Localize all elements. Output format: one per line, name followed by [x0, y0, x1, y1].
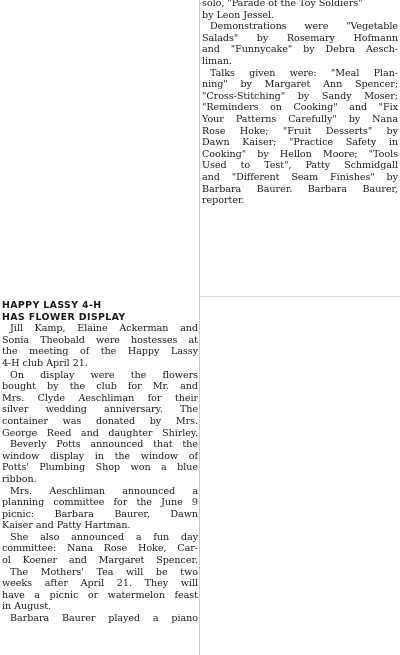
right-column-text-line: by Leon Jessel. — [202, 9, 275, 21]
left-column-text-line: Mrs. Aeschliman announced a — [10, 485, 198, 497]
right-column-article-continuation — [202, 0, 398, 207]
right-column-text-line: and "Funnycake" by Debra Aesch- — [202, 44, 398, 56]
left-column-text-line: George Reed and daughter Shirley. — [2, 427, 198, 439]
left-column-text-line: silver wedding anniversary. The — [2, 404, 198, 416]
right-column-text-line: and "Different Seam Finishes" by — [202, 171, 398, 183]
column-divider — [199, 0, 200, 655]
article-separator — [200, 296, 400, 297]
left-column-text-line: committee: Nana Rose Hoke, Car- — [2, 543, 198, 555]
left-column-text-line: 4-H club April 21. — [2, 357, 88, 369]
article-headline-line-1: HAPPY LASSY 4-H — [2, 300, 102, 311]
left-column-text-line: Jill Kamp, Elaine Ackerman and — [10, 323, 198, 335]
right-column-text-line: Rose Hoke; "Fruit Desserts" by — [202, 125, 398, 137]
right-column-text-line: liman. — [202, 55, 232, 67]
right-column-text-line: ning" by Margaret Ann Spencer; — [202, 79, 398, 91]
left-column-text-line: ribbon. — [2, 473, 37, 485]
right-column-text-line: Salads" by Rosemary Hofmann — [202, 32, 398, 44]
right-column-text-line: "Cross-Stitching" by Sandy Moser; — [202, 90, 398, 102]
right-column-text-line: Demonstrations were "Vegetable — [210, 21, 398, 33]
left-column-text-line: Sonia Theobald were hostesses at — [2, 334, 198, 346]
right-column-text-line: Barbara Baurer. Barbara Baurer, — [202, 183, 398, 195]
left-column-article — [2, 300, 198, 625]
right-column-text-line: reporter. — [202, 195, 245, 207]
right-column-text-line: "Reminders on Cooking" and "Fix — [202, 102, 398, 114]
right-column-text-line: solo, "Parade of the Toy Soldiers" — [202, 0, 363, 9]
right-column-text-line: Talks given were: "Meal Plan- — [210, 67, 398, 79]
right-column-text-line: Your Patterns Carefully" by Nana — [202, 113, 398, 125]
left-column-text-line: planning committee for the June 9 — [2, 497, 198, 509]
right-column-text-line: Used to Test", Patty Schmidgall — [202, 160, 398, 172]
left-column-text-line: window display in the window of — [2, 450, 198, 462]
article-body — [2, 323, 198, 624]
left-column-text-line: in August. — [2, 601, 52, 613]
left-column-text-line: She also announced a fun day — [10, 531, 198, 543]
left-column-text-line: the meeting of the Happy Lassy — [2, 346, 198, 358]
left-column-text-line: Kaiser and Patty Hartman. — [2, 520, 131, 532]
left-column-text-line: Beverly Potts announced that the — [10, 439, 198, 451]
left-column-text-line: ol Koener and Margaret Spencer. — [2, 555, 198, 567]
left-column-text-line: Mrs. Clyde Aeschliman for their — [2, 392, 198, 404]
left-column-text-line: The Mothers' Tea will be two — [10, 566, 198, 578]
left-column-text-line: have a picnic or watermelon feast — [2, 589, 198, 601]
left-column-text-line: On display were the flowers — [10, 369, 198, 381]
left-column-text-line: bought by the club for Mr. and — [2, 381, 198, 393]
left-column-text-line: Potts' Plumbing Shop won a blue — [2, 462, 198, 474]
left-column-text-line: Barbara Baurer played a piano — [10, 613, 198, 625]
left-column-text-line: container was donated by Mrs. — [2, 415, 198, 427]
right-column-text-line: Cooking" by Hellon Moore; "Tools — [202, 148, 398, 160]
article-headline-line-2: HAS FLOWER DISPLAY — [2, 311, 126, 323]
right-column-text-line: Dawn Kaiser; "Practice Safety in — [202, 137, 398, 149]
left-column-text-line: weeks after April 21. They will — [2, 578, 198, 590]
left-column-text-line: picnic: Barbara Baurer, Dawn — [2, 508, 198, 520]
